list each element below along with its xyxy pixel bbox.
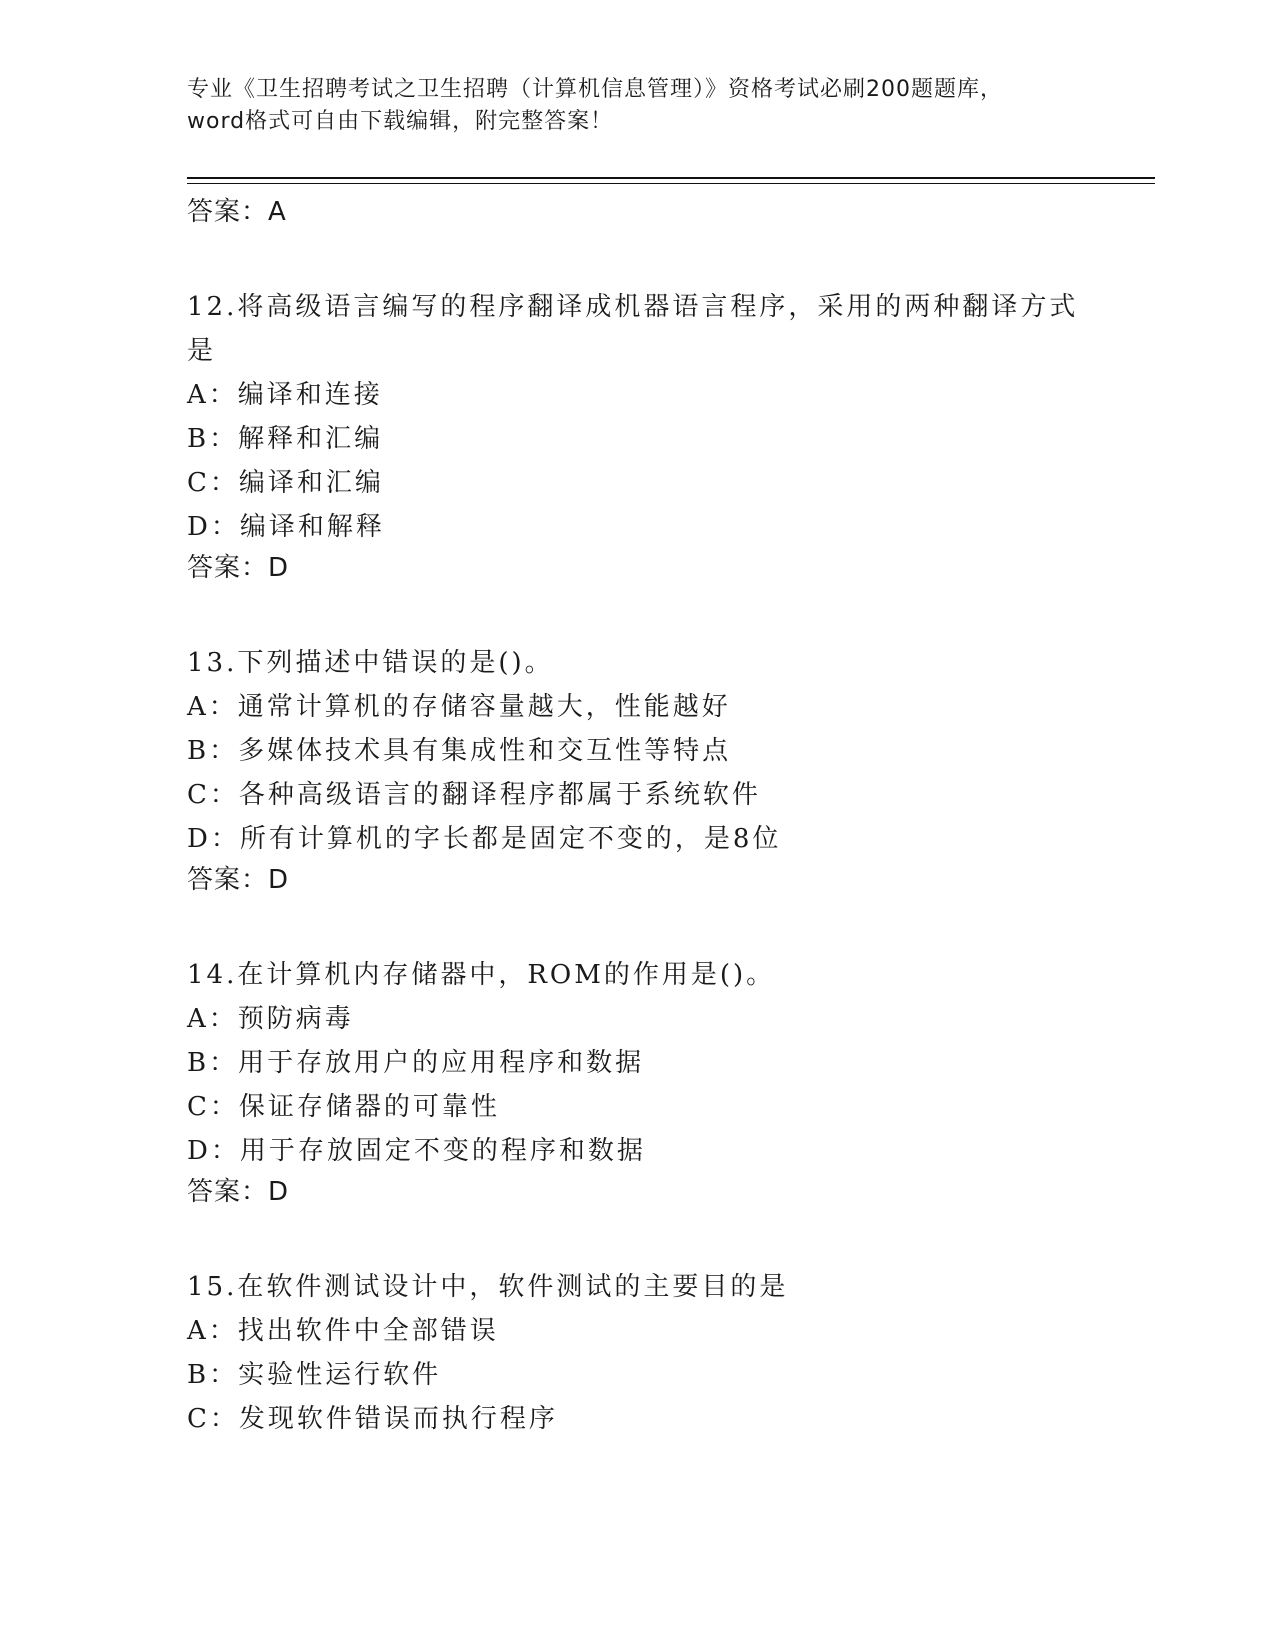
question-list [187, 193, 1155, 1441]
question-stem: 13.下列描述中错误的是()。 [187, 648, 554, 678]
answer-line: 答案：D [187, 553, 290, 583]
answer-line: 答案：A [187, 197, 287, 227]
option-d: D：用于存放固定不变的程序和数据 [187, 1136, 646, 1166]
header-divider-thin [187, 183, 1155, 184]
question-stem: 12.将高级语言编写的程序翻译成机器语言程序，采用的两种翻译方式是 [187, 292, 1079, 366]
answer-line: 答案：D [187, 1177, 290, 1207]
question-block-13 [187, 641, 1155, 899]
answer-line: 答案：D [187, 865, 290, 895]
question-block-14 [187, 953, 1155, 1211]
option-c: C：保证存储器的可靠性 [187, 1092, 500, 1122]
option-a: A：通常计算机的存储容量越大，性能越好 [187, 692, 731, 722]
option-c: C：发现软件错误而执行程序 [187, 1404, 558, 1434]
option-b: B：实验性运行软件 [187, 1360, 442, 1390]
header-divider-thick [187, 177, 1155, 179]
option-a: A：编译和连接 [187, 380, 383, 410]
document-header [187, 74, 1087, 138]
question-stem: 14.在计算机内存储器中，ROM的作用是()。 [187, 960, 776, 990]
option-a: A：预防病毒 [187, 1004, 354, 1034]
question-stem: 15.在软件测试设计中，软件测试的主要目的是 [187, 1272, 789, 1302]
question-block-12 [187, 285, 1155, 587]
question-block-15 [187, 1265, 1155, 1441]
option-b: B：用于存放用户的应用程序和数据 [187, 1048, 645, 1078]
option-b: B：多媒体技术具有集成性和交互性等特点 [187, 736, 732, 766]
option-c: C：各种高级语言的翻译程序都属于系统软件 [187, 780, 761, 810]
option-d: D：编译和解释 [187, 512, 385, 542]
header-line-1: 专业《卫生招聘考试之卫生招聘（计算机信息管理）》资格考试必刷200题题库， [187, 77, 1003, 102]
option-d: D：所有计算机的字长都是固定不变的，是8位 [187, 824, 782, 854]
option-c: C：编译和汇编 [187, 468, 384, 498]
option-a: A：找出软件中全部错误 [187, 1316, 499, 1346]
header-line-2: word格式可自由下载编辑，附完整答案！ [187, 109, 614, 134]
option-b: B：解释和汇编 [187, 424, 384, 454]
